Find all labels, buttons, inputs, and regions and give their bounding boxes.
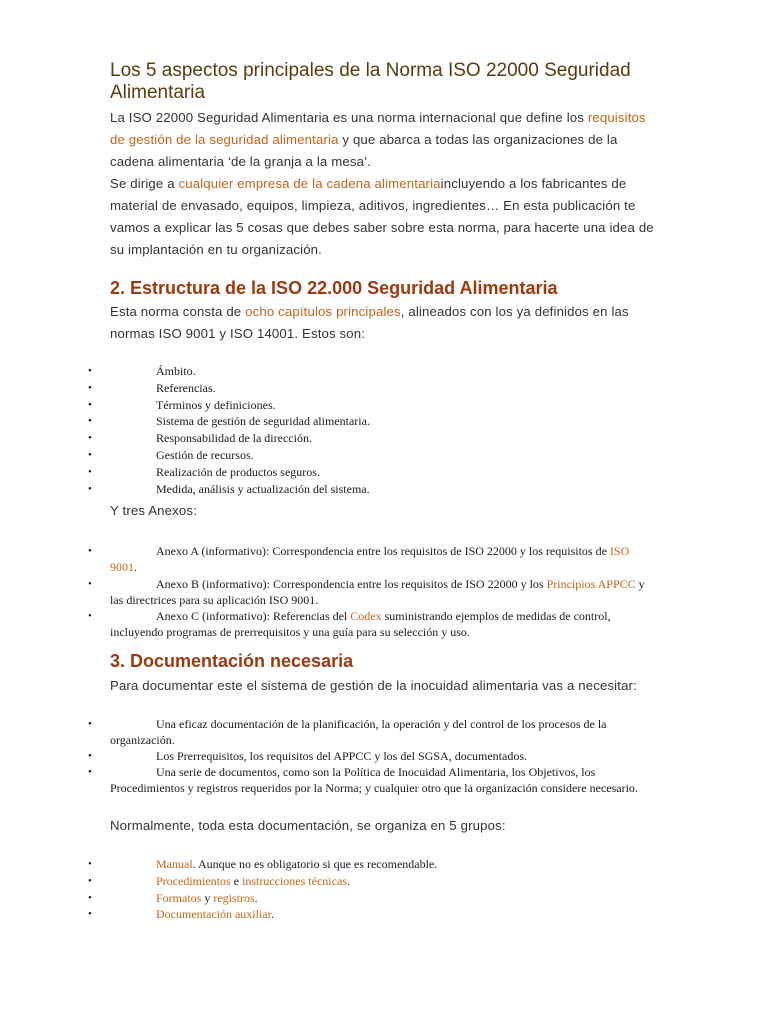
- link-formatos[interactable]: Formatos: [156, 890, 202, 905]
- groups-list: [0, 856, 768, 923]
- section-3-heading: 3. Documentación necesaria: [110, 651, 354, 671]
- bullet-icon: •: [88, 908, 92, 921]
- section-2-text-a: Esta norma consta de: [110, 304, 246, 319]
- list-item: • Anexo A (informativo): Correspondencia entre los requisitos de ISO 22000 y los requisitos de ISO 9001.: [88, 544, 630, 574]
- bullet-icon: •: [88, 365, 92, 377]
- documentation-list: [0, 716, 768, 796]
- list-item: • Medida, análisis y actualización del sistema.: [88, 481, 370, 496]
- section-2-intro: [110, 301, 658, 345]
- list-item: • Anexo B (informativo): Correspondencia entre los requisitos de ISO 22000 y los Principios APPCC y las directrices para su aplicación ISO 9001.: [88, 577, 645, 607]
- link-documentacion-auxiliar[interactable]: Documentación auxiliar: [156, 907, 271, 922]
- annex-intro: Y tres Anexos:: [110, 503, 197, 518]
- list-item: • Documentación auxiliar.: [88, 907, 274, 922]
- list-item: • Ámbito.: [88, 364, 196, 378]
- list-item: • Una eficaz documentación de la planificación, la operación y del control de los procesos de la organización.: [88, 717, 607, 747]
- section-2-heading: 2. Estructura de la ISO 22.000 Seguridad Alimentaria: [110, 278, 558, 298]
- section-2-text-b: , alineados con los ya definidos en las normas ISO 9001 y ISO 14001. Estos son:: [110, 304, 629, 341]
- bullet-icon: •: [88, 718, 92, 730]
- section-3-intro: Para documentar este el sistema de gestión de la inocuidad alimentaria vas a necesitar:: [110, 678, 637, 693]
- list-item: • Manual. Aunque no es obligatorio si que es recomendable.: [88, 857, 438, 871]
- bullet-icon: •: [88, 610, 92, 622]
- bullet-icon: •: [88, 482, 92, 495]
- bullet-icon: •: [88, 874, 92, 887]
- list-item: • Formatos y registros.: [88, 890, 258, 905]
- page-title: Los 5 aspectos principales de la Norma ISO 22000 Seguridad Alimentaria: [110, 60, 631, 103]
- link-cadena-alimentaria[interactable]: cualquier empresa de la cadena alimentaria: [178, 176, 441, 191]
- bullet-icon: •: [88, 750, 92, 762]
- list-item: • Anexo C (informativo): Referencias del Codex suministrando ejemplos de medidas de control, incluyendo programas de prerrequisitos y una guía para su selección y uso.: [88, 609, 611, 639]
- link-principios-appcc[interactable]: Principios APPCC: [546, 577, 636, 591]
- list-item: • Procedimientos e instrucciones técnicas.: [88, 873, 350, 888]
- bullet-icon: •: [88, 432, 92, 445]
- bullet-icon: •: [88, 766, 92, 778]
- intro-paragraph-1: [110, 107, 658, 173]
- link-registros[interactable]: registros: [213, 890, 255, 905]
- link-instrucciones-tecnicas[interactable]: instrucciones técnicas: [241, 873, 347, 888]
- link-iso-9001[interactable]: ISO 9001: [110, 544, 630, 574]
- intro-paragraph-2: [110, 173, 658, 261]
- chapters-list: [0, 363, 768, 497]
- intro-text-d: incluyendo a los fabricantes de material de envasado, equipos, limpieza, aditivos, ingredientes… En esta publicación te vamos a explicar las 5 cosas que debes saber sobre esta norma, para hacerte una idea de su implantación en tu organización.: [110, 176, 654, 257]
- bullet-icon: •: [88, 448, 92, 461]
- annex-list: [0, 543, 768, 640]
- bullet-icon: •: [88, 415, 92, 428]
- intro-text-a: La ISO 22000 Seguridad Alimentaria es una norma internacional que define los: [110, 110, 588, 125]
- list-item: • Responsabilidad de la dirección.: [88, 431, 312, 446]
- link-requisitos-gestion[interactable]: requisitos de gestión de la seguridad alimentaria: [110, 110, 646, 147]
- list-item: • Gestión de recursos.: [88, 447, 254, 462]
- list-item: • Una serie de documentos, como son la Política de Inocuidad Alimentaria, los Objetivos, los Procedimientos y registros requeridos por la Norma; y cualquier otro que la organización considere necesario.: [88, 765, 638, 795]
- list-item: • Términos y definiciones.: [88, 397, 276, 412]
- list-item: • Sistema de gestión de seguridad alimentaria.: [88, 414, 370, 429]
- groups-intro: Normalmente, toda esta documentación, se organiza en 5 grupos:: [110, 818, 506, 833]
- intro-text-b: y que abarca a todas las organizaciones de la cadena alimentaria ‘de la granja a la mesa’.: [110, 132, 618, 169]
- bullet-icon: •: [88, 545, 92, 557]
- intro-text-c: Se dirige a: [110, 176, 179, 191]
- list-item: • Realización de productos seguros.: [88, 464, 320, 479]
- list-item: • Los Prerrequisitos, los requisitos del APPCC y los del SGSA, documentados.: [88, 749, 528, 763]
- bullet-icon: •: [88, 381, 92, 394]
- link-manual[interactable]: Manual: [156, 857, 193, 871]
- link-ocho-capitulos[interactable]: ocho capítulos principales: [245, 304, 401, 319]
- bullet-icon: •: [88, 578, 92, 590]
- bullet-icon: •: [88, 891, 92, 904]
- list-item: • Referencias.: [88, 380, 216, 395]
- link-codex[interactable]: Codex: [350, 609, 382, 623]
- link-procedimientos[interactable]: Procedimientos: [156, 873, 231, 888]
- bullet-icon: •: [88, 465, 92, 478]
- bullet-icon: •: [88, 398, 92, 411]
- bullet-icon: •: [88, 858, 92, 870]
